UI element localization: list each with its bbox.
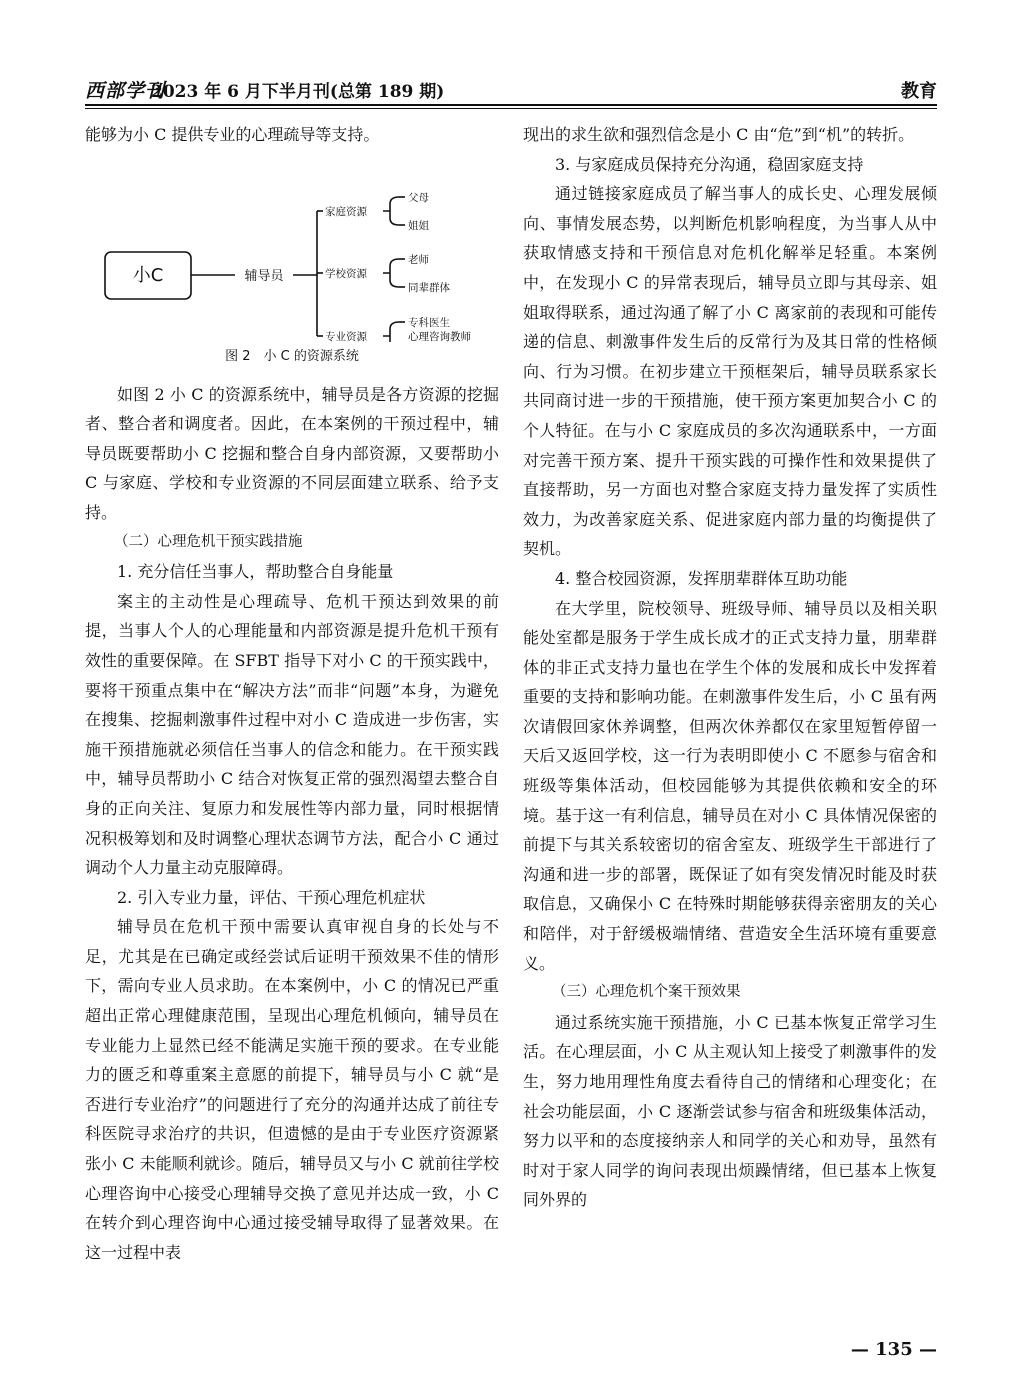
numbered-heading: 4. 整合校园资源，发挥朋辈群体互助功能 xyxy=(555,568,848,588)
subsection-heading: （二）心理危机干预实践措施 xyxy=(114,533,303,550)
numbered-heading: 3. 与家庭成员保持充分沟通，稳固家庭支持 xyxy=(555,154,864,174)
paragraph: 通过链接家庭成员了解当事人的成长史、心理发展倾向、事情发展态势，以判断危机影响程度，为当事人从中获取情感支持和干预信息对危机化解举足轻重。本案例中，在发现小 C 的异常表现后，辅导员立即与其母亲、姐姐取得联系，通过沟通了解了小 C 离家前的表现和可能传递的信息、刺激事件发生后的反常行为及其日常的性格倾向、行为习惯。在初步建立干预框架后，辅导员联系家长共同商讨进一步的干预措施，使干预方案更加契合小 C 的个人特征。在与小 C 家庭成员的多次沟通联系中，一方面对完善干预方案、提升干预实践的可操作性和效果提供了直接帮助，另一方面也对整合家庭支持力量发挥了实质性效力，为改善家庭关系、促进家庭内部力量的均衡提供了契机。 xyxy=(523,184,937,559)
paragraph: 通过系统实施干预措施，小 C 已基本恢复正常学习生活。在心理层面，小 C 从主观认知上接受了刺激事件的发生，努力地用理性角度去看待自己的情绪和心理变化；在社会功能层面，小 C 逐渐尝试参与宿舍和班级集体活动，努力以平和的态度接纳亲人和同学的关心和劝导，虽然有时对于家人同学的询问表现出烦躁情绪，但已基本上恢复同外界的 xyxy=(523,1012,937,1210)
leaf-sister: 姐姐 xyxy=(408,219,429,232)
header-rule-thick xyxy=(85,104,937,106)
branch-school: 学校资源 xyxy=(325,267,367,280)
leaf-peers: 同辈群体 xyxy=(408,281,450,294)
paragraph: 现出的求生欲和强烈信念是小 C 由“危”到“机”的转折。 xyxy=(523,125,915,144)
paragraph: 能够为小 C 提供专业的心理疏导等支持。 xyxy=(85,125,380,144)
middle-node: 辅导员 xyxy=(244,268,284,284)
page-header xyxy=(85,76,937,106)
root-node: 小C xyxy=(132,264,164,286)
right-column xyxy=(523,120,937,1215)
paragraph: 案主的主动性是心理疏导、危机干预达到效果的前提，当事人个人的心理能量和内部资源是提升危机干预有效性的重要保障。在 SFBT 指导下对小 C 的干预实践中，要将干预重点集中在“解决方法”而非“问题”本身，为避免在搜集、挖掘刺激事件过程中对小 C 造成进一步伤害，实施干预措施就必须信任当事人的信念和能力。在干预实践中，辅导员帮助小 C 结合对恢复正常的强烈渴望去整合自身的正向关注、复原力和发展性等内部力量，同时根据情况积极筹划和及时调整心理状态调节方法，配合小 C 通过调动个人力量主动克服障碍。 xyxy=(85,591,499,878)
section-title: 教育 xyxy=(901,81,937,102)
branch-professional: 专业资源 xyxy=(325,330,367,342)
paragraph: 如图 2 小 C 的资源系统中，辅导员是各方资源的挖掘者、整合者和调度者。因此，在本案例的干预过程中，辅导员既要帮助小 C 挖掘和整合自身内部资源，又要帮助小 C 与家庭、学校和专业资源的不同层面建立联系、给予支持。 xyxy=(85,384,499,522)
leaf-parents: 父母 xyxy=(408,191,429,204)
leaf-specialist: 专科医生 xyxy=(408,316,450,329)
journal-logo: 西部学刊 xyxy=(85,80,166,102)
figure-caption: 图 2 小 C 的资源系统 xyxy=(225,348,359,364)
subsection-heading: （三）心理危机个案干预效果 xyxy=(552,984,741,1001)
resource-diagram xyxy=(85,152,499,342)
numbered-heading: 1. 充分信任当事人，帮助整合自身能量 xyxy=(117,562,394,582)
issue-info: 2023 年 6 月下半月刊(总第 189 期) xyxy=(151,82,445,102)
numbered-heading: 2. 引入专业力量，评估、干预心理危机症状 xyxy=(117,887,426,907)
header-rule-thin xyxy=(85,108,937,109)
page-number: — 135 — xyxy=(850,1339,937,1360)
left-column xyxy=(85,120,499,1267)
leaf-counselor: 心理咨询教师 xyxy=(408,330,471,342)
branch-family: 家庭资源 xyxy=(325,205,367,218)
leaf-teachers: 老师 xyxy=(408,253,429,266)
paragraph: 辅导员在危机干预中需要认真审视自身的长处与不足，尤其是在已确定或经尝试后证明干预效果不佳的情形下，需向专业人员求助。在本案例中，小 C 的情况已严重超出正常心理健康范围，呈现出心理危机倾向，辅导员在专业能力上显然已经不能满足实施干预的要求。在专业能力的匮乏和尊重案主意愿的前提下，辅导员与小 C 就“是否进行专业治疗”的问题进行了充分的沟通并达成了前往专科医院寻求治疗的共识，但遗憾的是由于专业医疗资源紧张小 C 未能顺利就诊。随后，辅导员又与小 C 就前往学校心理咨询中心接受心理辅导交换了意见并达成一致，小 C 在转介到心理咨询中心通过接受辅导取得了显著效果。在这一过程中表 xyxy=(85,917,499,1262)
paragraph: 在大学里，院校领导、班级导师、辅导员以及相关职能处室都是服务于学生成长成才的正式支持力量，朋辈群体的非正式支持力量也在学生个体的发展和成长中发挥着重要的支持和影响功能。在刺激事件发生后，小 C 虽有两次请假回家休养调整，但两次休养都仅在家里短暂停留一天后又返回学校，这一行为表明即使小 C 不愿参与宿舍和班级等集体活动，但校园能够为其提供依赖和安全的环境。基于这一有利信息，辅导员在对小 C 具体情况保密的前提下与其关系较密切的宿舍室友、班级学生干部进行了沟通和进一步的部署，既保证了如有突发情况时能及时获取信息，又确保小 C 在特殊时期能够获得亲密朋友的关心和陪伴，对于舒缓极端情绪、营造安全生活环境有重要意义。 xyxy=(523,598,937,973)
resource-system-figure xyxy=(85,152,499,374)
